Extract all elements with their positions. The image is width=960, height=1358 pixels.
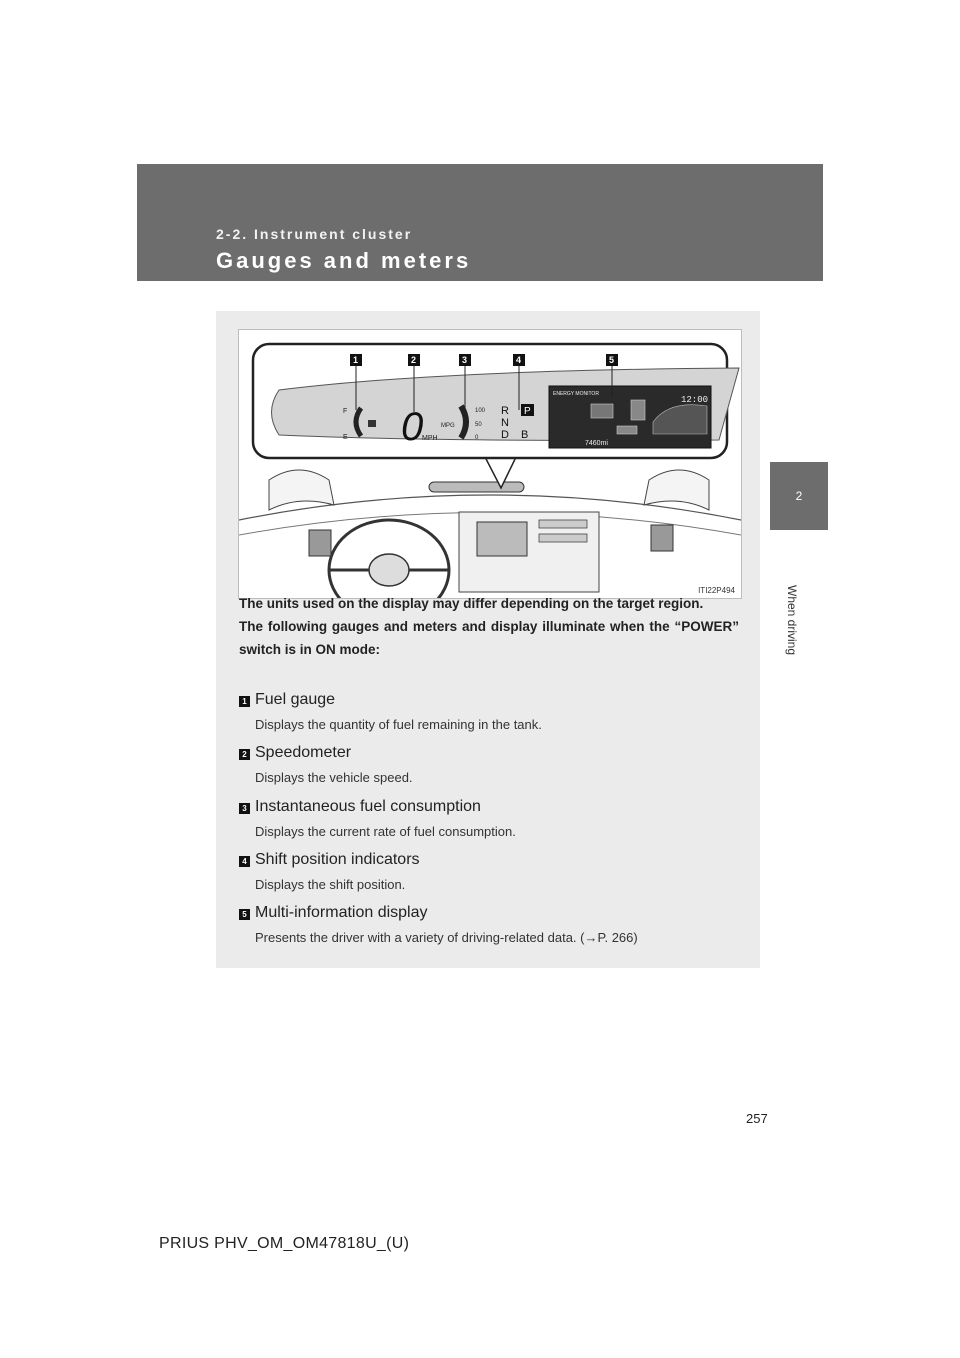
document-code: PRIUS PHV_OM_OM47818U_(U) bbox=[159, 1235, 410, 1252]
item-marker: 3 bbox=[239, 803, 250, 814]
shift-n: N bbox=[501, 417, 509, 429]
chapter-number: 2 bbox=[795, 489, 803, 503]
intro-paragraph-2: The following gauges and meters and display illuminate when the “POWER” switch is in ON mode: bbox=[239, 619, 739, 657]
fuel-full-label: F bbox=[343, 408, 348, 415]
svg-text:2: 2 bbox=[411, 355, 417, 365]
mpg-scale-0: 0 bbox=[475, 435, 479, 441]
mpg-unit: MPG bbox=[441, 423, 455, 429]
section-header-band bbox=[137, 164, 823, 281]
item-marker: 1 bbox=[239, 696, 250, 707]
svg-text:5: 5 bbox=[609, 355, 615, 365]
item-description: Presents the driver with a variety of driving-related data. (→P. 266) bbox=[255, 930, 638, 945]
section-label: 2-2. Instrument cluster bbox=[216, 226, 413, 242]
item-title: Fuel gauge bbox=[255, 691, 336, 708]
display-odometer: 7460mi bbox=[585, 440, 608, 447]
content-box bbox=[216, 311, 760, 968]
speed-value: 0 bbox=[401, 405, 424, 449]
item-title: Shift position indicators bbox=[255, 851, 420, 868]
fuel-empty-label: E bbox=[343, 434, 348, 441]
mpg-scale-50: 50 bbox=[475, 422, 482, 428]
speed-unit: MPH bbox=[422, 435, 438, 442]
shift-p: P bbox=[524, 406, 531, 417]
fuel-pump-icon bbox=[368, 420, 376, 427]
item-description: Displays the quantity of fuel remaining in the tank. bbox=[255, 717, 542, 732]
item-title: Instantaneous fuel consumption bbox=[255, 798, 481, 815]
item-title: Speedometer bbox=[255, 744, 352, 761]
item-title: Multi-information display bbox=[255, 904, 428, 921]
instrument-cluster-illustration bbox=[238, 329, 742, 599]
intro-paragraph-1: The units used on the display may differ depending on the target region. bbox=[239, 596, 704, 611]
display-clock: 12:00 bbox=[681, 395, 709, 405]
mpg-scale-100: 100 bbox=[475, 408, 486, 414]
item-description: Displays the vehicle speed. bbox=[255, 770, 413, 785]
chapter-tab bbox=[770, 462, 828, 530]
item-description: Displays the shift position. bbox=[255, 877, 406, 892]
svg-text:3: 3 bbox=[462, 355, 468, 365]
item-description: Displays the current rate of fuel consumption. bbox=[255, 824, 516, 839]
cluster-drawing bbox=[239, 330, 741, 598]
item-marker: 5 bbox=[239, 909, 250, 920]
chapter-label: When driving bbox=[785, 585, 799, 656]
svg-text:1: 1 bbox=[353, 355, 359, 365]
shift-d: D bbox=[501, 429, 509, 441]
display-label: ENERGY MONITOR bbox=[553, 391, 599, 397]
page-number: 257 bbox=[746, 1111, 768, 1126]
item-marker: 4 bbox=[239, 856, 250, 867]
shift-r: R bbox=[501, 405, 509, 417]
figure-code: ITI22P494 bbox=[698, 586, 735, 595]
svg-text:4: 4 bbox=[516, 355, 522, 365]
item-marker: 2 bbox=[239, 749, 250, 760]
shift-b: B bbox=[521, 429, 529, 441]
intro-text bbox=[239, 592, 739, 661]
page-title: Gauges and meters bbox=[216, 248, 472, 273]
